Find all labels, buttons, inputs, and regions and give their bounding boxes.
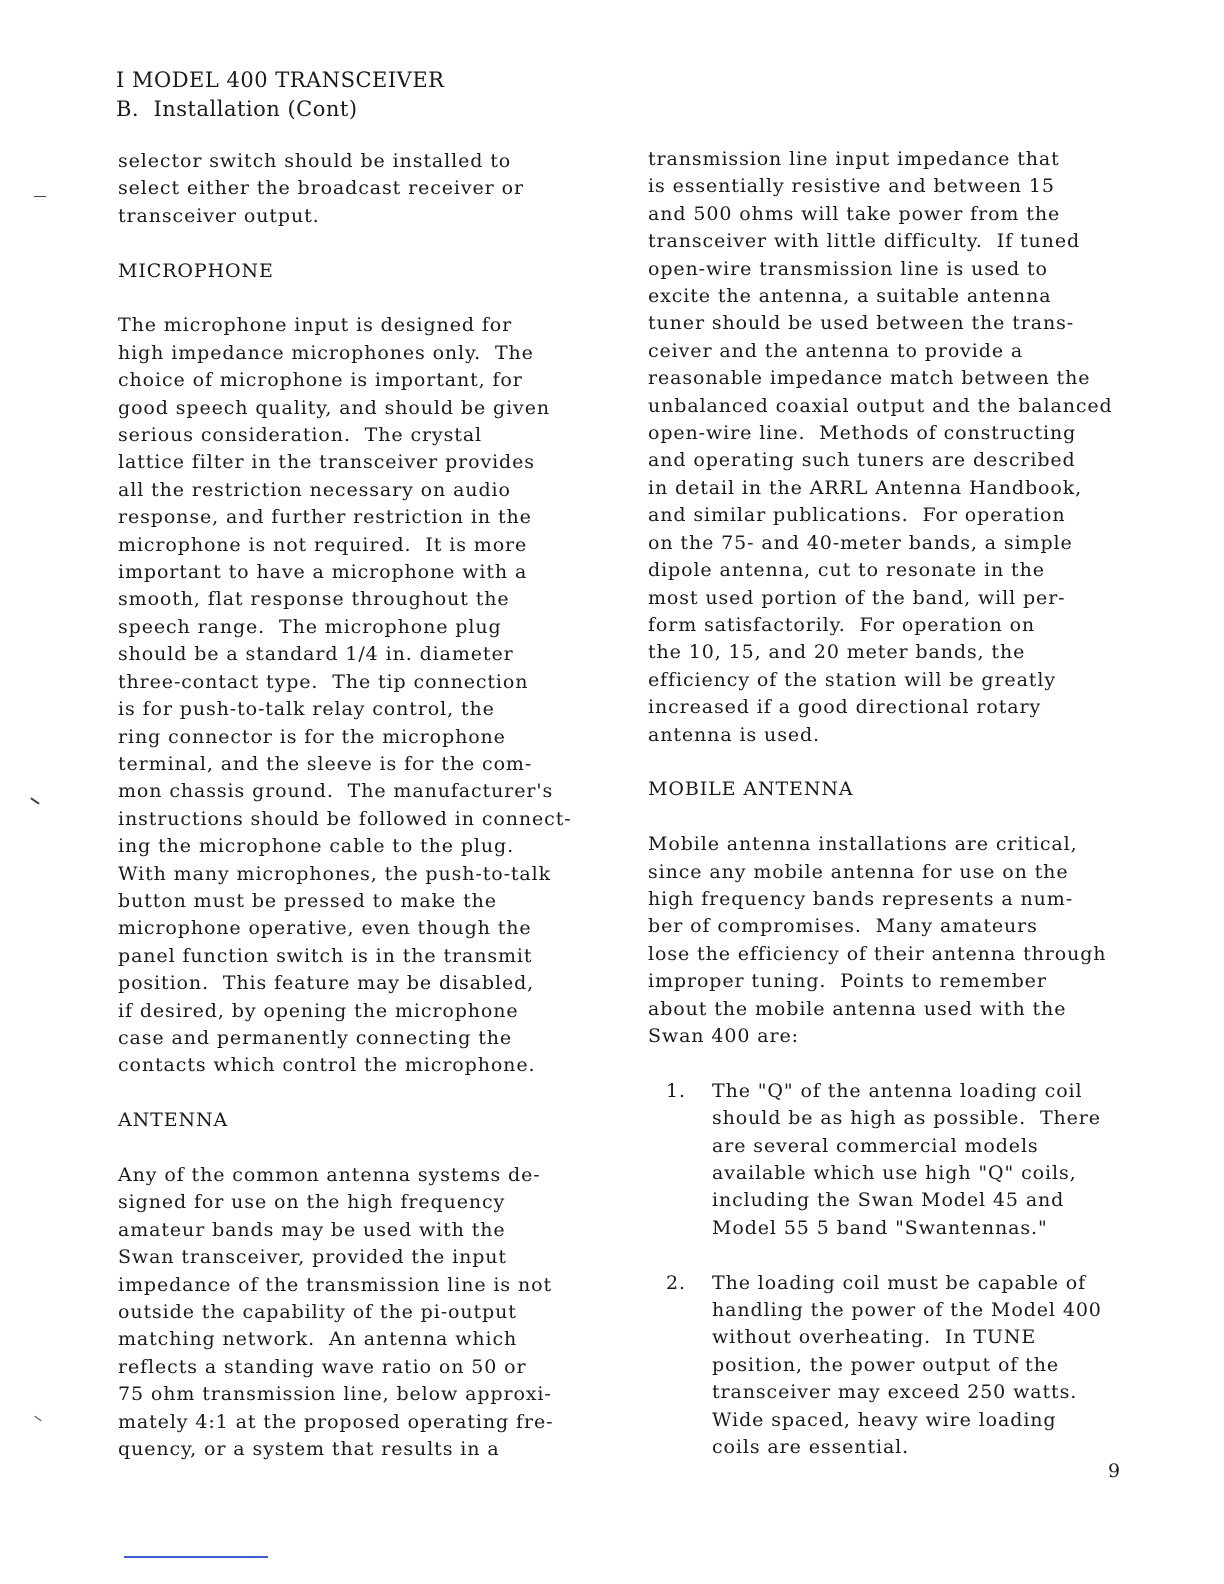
text-line: and similar publications. For operation: [648, 504, 1066, 527]
text-line: in detail in the ARRL Antenna Handbook,: [648, 476, 1083, 499]
text-line: The "Q" of the antenna loading coil: [712, 1079, 1083, 1102]
text-line: lattice filter in the transceiver provides: [118, 451, 535, 474]
text-line: With many microphones, the push-to-talk: [118, 862, 552, 885]
text-line: impedance of the transmission line is not: [118, 1273, 552, 1296]
text-line: Mobile antenna installations are critical,: [648, 833, 1078, 856]
text-line: since any mobile antenna for use on the: [648, 860, 1069, 883]
text-line: high impedance microphones only. The: [118, 341, 534, 364]
text-line: microphone operative, even though the: [118, 917, 532, 940]
header-title: I MODEL 400 TRANSCEIVER: [116, 68, 445, 92]
text-line: microphone is not required. It is more: [118, 533, 528, 556]
text-line: most used portion of the band, will per-: [648, 586, 1066, 609]
text-line: transceiver output.: [118, 204, 320, 227]
text-line: the 10, 15, and 20 meter bands, the: [648, 641, 1026, 664]
text-line: matching network. An antenna which: [118, 1328, 518, 1351]
text-line: excite the antenna, a suitable antenna: [648, 285, 1052, 308]
scan-mark: [34, 1416, 41, 1421]
text-line: contacts which control the microphone.: [118, 1054, 536, 1077]
text-line: quency, or a system that results in a: [118, 1438, 500, 1461]
scan-mark: [30, 797, 39, 804]
scan-mark: [34, 196, 46, 197]
antenna-continued-paragraph: [648, 146, 1188, 749]
text-line: The loading coil must be capable of: [712, 1271, 1087, 1294]
text-line: are several commercial models: [712, 1134, 1039, 1157]
text-line: available which use high "Q" coils,: [712, 1161, 1077, 1184]
mobile-antenna-paragraph: [648, 831, 1188, 1050]
text-line: button must be pressed to make the: [118, 889, 497, 912]
text-line: and 500 ohms will take power from the: [648, 202, 1061, 225]
text-line: choice of microphone is important, for: [118, 369, 523, 392]
text-line: should be as high as possible. There: [712, 1107, 1101, 1130]
mobile-antenna-heading: MOBILE ANTENNA: [648, 778, 854, 801]
list-item: [648, 1078, 1188, 1242]
text-line: coils are essential.: [712, 1436, 910, 1459]
text-line: antenna is used.: [648, 723, 820, 746]
antenna-heading: ANTENNA: [118, 1109, 229, 1132]
text-line: ber of compromises. Many amateurs: [648, 915, 1038, 938]
page-header: [116, 66, 444, 124]
text-line: select either the broadcast receiver or: [118, 177, 524, 200]
text-line: dipole antenna, cut to resonate in the: [648, 559, 1045, 582]
text-line: tuner should be used between the trans-: [648, 312, 1075, 335]
text-line: open-wire transmission line is used to: [648, 257, 1048, 280]
text-line: ing the microphone cable to the plug.: [118, 835, 515, 858]
text-line: should be a standard 1/4 in. diameter: [118, 643, 514, 666]
text-line: Any of the common antenna systems de-: [118, 1163, 541, 1186]
right-column: [648, 146, 1188, 1461]
text-line: transceiver with little difficulty. If tuned: [648, 230, 1081, 253]
text-line: open-wire line. Methods of constructing: [648, 422, 1077, 445]
text-line: 75 ohm transmission line, below approxi-: [118, 1383, 552, 1406]
list-item: [648, 1270, 1188, 1462]
text-line: speech range. The microphone plug: [118, 615, 502, 638]
antenna-paragraph: [118, 1162, 638, 1463]
text-line: if desired, by opening the microphone: [118, 999, 519, 1022]
text-line: response, and further restriction in the: [118, 506, 532, 529]
text-line: improper tuning. Points to remember: [648, 970, 1047, 993]
list-item-number: 2.: [666, 1271, 686, 1294]
text-line: form satisfactorily. For operation on: [648, 613, 1036, 636]
text-line: outside the capability of the pi-output: [118, 1301, 517, 1323]
text-line: serious consideration. The crystal: [118, 424, 483, 447]
text-line: high frequency bands represents a num-: [648, 887, 1074, 910]
text-line: including the Swan Model 45 and: [712, 1189, 1065, 1212]
text-line: position. This feature may be disabled,: [118, 972, 535, 995]
text-line: unbalanced coaxial output and the balanced: [648, 394, 1113, 417]
intro-paragraph: [118, 148, 638, 230]
text-line: is essentially resistive and between 15: [648, 175, 1055, 198]
microphone-heading: MICROPHONE: [118, 259, 274, 282]
text-line: is for push-to-talk relay control, the: [118, 698, 495, 721]
footer-rule: [124, 1556, 268, 1558]
text-line: ring connector is for the microphone: [118, 725, 506, 748]
text-line: and operating such tuners are described: [648, 449, 1076, 472]
text-line: important to have a microphone with a: [118, 561, 528, 584]
text-line: signed for use on the high frequency: [118, 1191, 506, 1214]
text-line: ceiver and the antenna to provide a: [648, 339, 1024, 362]
text-line: selector switch should be installed to: [118, 150, 512, 172]
text-line: efficiency of the station will be greatly: [648, 668, 1056, 691]
text-line: instructions should be followed in connect-: [118, 807, 572, 830]
text-line: transceiver may exceed 250 watts.: [712, 1381, 1078, 1404]
text-line: about the mobile antenna used with the: [648, 997, 1067, 1020]
text-line: handling the power of the Model 400: [712, 1299, 1102, 1321]
text-line: good speech quality, and should be given: [118, 396, 550, 419]
text-line: increased if a good directional rotary: [648, 696, 1042, 719]
text-line: The microphone input is designed for: [118, 314, 513, 337]
text-line: all the restriction necessary on audio: [118, 478, 511, 501]
list-item-number: 1.: [666, 1079, 686, 1102]
text-line: reflects a standing wave ratio on 50 or: [118, 1355, 527, 1378]
text-line: without overheating. In TUNE: [712, 1326, 1037, 1349]
page-number: 9: [1108, 1460, 1121, 1482]
left-column: [118, 148, 638, 1463]
text-line: on the 75- and 40-meter bands, a simple: [648, 531, 1073, 554]
text-line: Swan transceiver, provided the input: [118, 1246, 507, 1269]
text-line: three-contact type. The tip connection: [118, 670, 529, 693]
text-line: transmission line input impedance that: [648, 148, 1060, 170]
text-line: lose the efficiency of their antenna through: [648, 942, 1107, 965]
text-line: case and permanently connecting the: [118, 1026, 513, 1049]
microphone-paragraph: [118, 312, 638, 1079]
text-line: mately 4:1 at the proposed operating fre-: [118, 1410, 554, 1433]
header-subtitle: B. Installation (Cont): [116, 97, 358, 121]
text-line: reasonable impedance match between the: [648, 367, 1091, 390]
text-line: panel function switch is in the transmit: [118, 944, 533, 967]
text-line: amateur bands may be used with the: [118, 1218, 506, 1241]
text-line: smooth, flat response throughout the: [118, 588, 510, 611]
text-line: Wide spaced, heavy wire loading: [712, 1408, 1057, 1431]
text-line: Swan 400 are:: [648, 1024, 799, 1047]
text-line: terminal, and the sleeve is for the com-: [118, 752, 533, 775]
text-line: Model 55 5 band "Swantennas.": [712, 1216, 1048, 1239]
text-line: mon chassis ground. The manufacturer's: [118, 780, 554, 803]
text-line: position, the power output of the: [712, 1353, 1059, 1376]
